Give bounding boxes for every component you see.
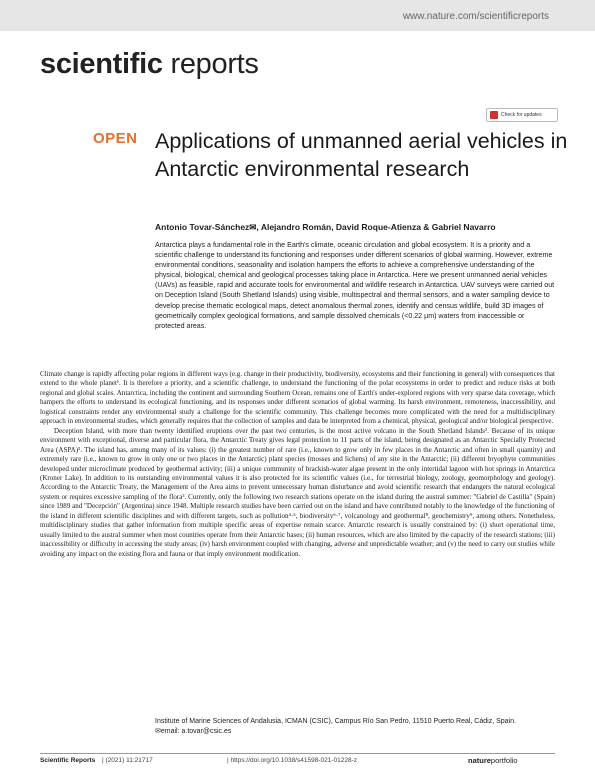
- body-paragraph-2: Deception Island, with more than twenty identified eruptions over the past two centuries, is the most active volcano in the South Shetland Islands². Because of its unique environment with exceptional, diverse and particular flora, the Antarctic Treaty gives legal protection to 11 parts of the island, being designated as an Antarctic Specially Protected Area (ASPA)³. The island has, among many of its values: (i) the greatest number of rare (i.e., known to grow only in few places in the Antarctic and often in small quantity) and extremely rare (i.e., known to grow in only one or two places in the Antarctic) plant species (mosses and lichens) of any site in the Antarctic; (ii) different bryophyte communities developed under microclimate produced by geothermal activity; (iii) a unique community of brackish-water algae present in the only intertidal lagoon with hot springs in Antarctica (Kroner Lake). In addition to its outstanding environmental values it is also protected for its scientific values (i.e., for terrestrial biology, zoology, geomorphology and geology). According to the Antarctic Treaty, the Management of the Area aims to prevent unnecessary human disturbance and avoid scientific research that endangers the natural ecological system or requires excessive sampling of the flora³. Currently, only the following two research stations operate on the island during the austral summer: "Gabriel de Castilla" (Spain) since 1989 and "Decepción" (Argentina) since 1948. Multiple research studies have been carried out on the island and have contributed notably to the knowledge of the functioning of the island in different scientific disciplines and with different targets, such as pollution⁴·⁵, biodiversity⁶·⁷, volcanology and geothermal⁸, geochemistry⁹, among others. Nonetheless, multidisciplinary studies that gather information from multiple specific areas of expertise remain scarce. Antarctic research is usually constrained by: (i) short operational time, usually limited to the austral summer when most countries operate from their Antarctic bases; (ii) human resources, which are also limited by the capacity of the research stations; (iii) inaccessibility or difficulty in accessing the study areas; (iv) harsh environment coupled with changing, adverse and unpredictable weather; and (v) the need to carry out studies while avoiding any impact on the existing flora and fauna or that imply environment modification.: [40, 426, 555, 558]
- abstract: Antarctica plays a fundamental role in the Earth's climate, oceanic circulation and global ecosystem. It is a priority and a scientific challenge to understand its functioning and responses under different scenarios of global warming. However, extreme environmental conditions, seasonality and isolation hampers the efforts to achieve a comprehensive understanding of the physical, biological, chemical and geological processes taking place in Antarctica. Here we present unmanned aerial vehicles (UAVs) as feasible, rapid and accurate tools for environmental and wildlife research in Antarctica. UAV surveys were carried out on Deception Island (South Shetland Islands) using visible, multispectral and thermal sensors, and a water sampling device to develop precise thematic ecological maps, detect anomalous thermal zones, identify and census wildlife, build 3D images of geometrically complex geological formations, and sample dissolved chemicals (<0.22 µm) waters from inaccessible or protected areas.: [155, 241, 555, 330]
- body-paragraph-1: Climate change is rapidly affecting polar regions in different ways (e.g. change in their productivity, biodiversity, ecosystems and their functioning in general) with consequences that extend to the whole planet¹. It is therefore a priority, and a scientific challenge, to understand the functioning of the polar ecosystems in order to predict and reduce risks at both regional and global scales. Antarctica, including the continent and surrounding Southern Ocean, remains one of Earth's under-explored regions with very sparse data coverage, which hampers the efforts to understand its ecological functioning, and its responses under different scenarios of global warming. Its harsh environment, remoteness, inaccessibility, and logistical constraints render any environmental study a challenge for the scientific community. This challenge becomes more complicated with the need for a multidisciplinary approach in environmental studies, which generally requires that the collection of samples and data be interpreted from a chemical, physical, geological and/or biological perspective.: [40, 370, 555, 426]
- crossmark-icon: [490, 111, 498, 119]
- check-updates-button[interactable]: [486, 108, 558, 122]
- body-text: [40, 370, 555, 559]
- journal-url[interactable]: www.nature.com/scientificreports: [402, 11, 549, 22]
- check-updates-label: Check for updates: [501, 112, 542, 118]
- publisher-logo: [468, 756, 518, 765]
- top-bar: [0, 0, 595, 31]
- journal-logo-light: reports: [162, 48, 259, 80]
- author-list[interactable]: Antonio Tovar-Sánchez✉, Alejandro Román, David Roque-Atienza & Gabriel Navarro: [155, 222, 496, 232]
- open-access-label: OPEN: [93, 130, 138, 147]
- journal-logo-bold: scientific: [40, 48, 163, 80]
- footer-volume: | (2021) 11:21717: [102, 757, 153, 764]
- affiliation: [155, 717, 575, 737]
- footer-journal: Scientific Reports: [40, 757, 96, 764]
- page-footer: [40, 757, 555, 769]
- footer-divider: [40, 753, 555, 754]
- affiliation-address: Institute of Marine Sciences of Andalusia, ICMAN (CSIC), Campus Río San Pedro, 11510 Puerto Real, Cádiz, Spain.: [155, 718, 516, 725]
- footer-doi[interactable]: | https://doi.org/10.1038/s41598-021-01228-z: [227, 757, 357, 764]
- publisher-logo-light: portfolio: [490, 756, 518, 765]
- publisher-logo-bold: nature: [468, 756, 491, 765]
- article-title: Applications of unmanned aerial vehicles in Antarctic environmental research: [155, 129, 568, 181]
- corresponding-email[interactable]: ✉email: a.tovar@csic.es: [155, 728, 232, 735]
- journal-logo: [40, 48, 259, 81]
